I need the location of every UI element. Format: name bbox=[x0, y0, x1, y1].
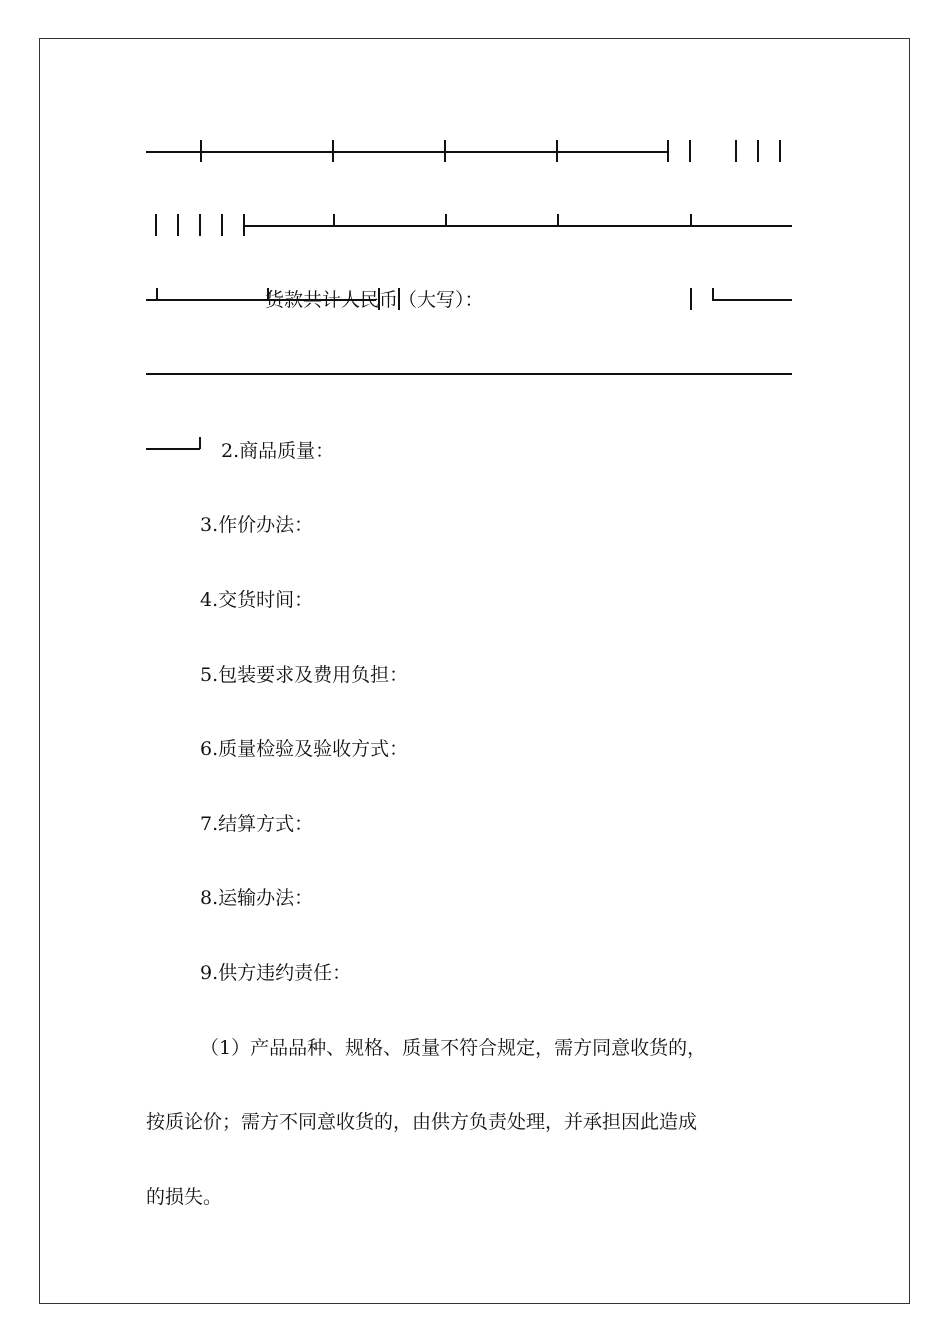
clause-item-2: 2.商品质量： bbox=[221, 440, 335, 462]
table-border-row-5 bbox=[146, 437, 206, 461]
clause-item-5: 5.包装要求及费用负担： bbox=[200, 664, 409, 686]
clause-item-3: 3.作价办法： bbox=[200, 514, 314, 536]
clause-9-1-line-1: （1）产品品种、规格、质量不符合规定，需方同意收货的， bbox=[200, 1037, 707, 1059]
clause-item-8: 8.运输办法： bbox=[200, 887, 314, 909]
clause-item-7: 7.结算方式： bbox=[200, 813, 314, 835]
clause-item-9: 9.供方违约责任： bbox=[200, 962, 352, 984]
clause-9-1-line-3: 的损失。 bbox=[146, 1186, 223, 1208]
clause-item-4: 4.交货时间： bbox=[200, 589, 314, 611]
clause-item-6: 6.质量检验及验收方式： bbox=[200, 738, 409, 760]
amount-label: 货款共计人民币（大写）： bbox=[265, 289, 484, 311]
table-border-row-1 bbox=[146, 140, 792, 164]
table-border-row-2 bbox=[146, 214, 792, 238]
clause-9-1-line-2: 按质论价；需方不同意收货的，由供方负责处理，并承担因此造成 bbox=[146, 1111, 698, 1133]
table-border-row-4 bbox=[146, 362, 792, 386]
